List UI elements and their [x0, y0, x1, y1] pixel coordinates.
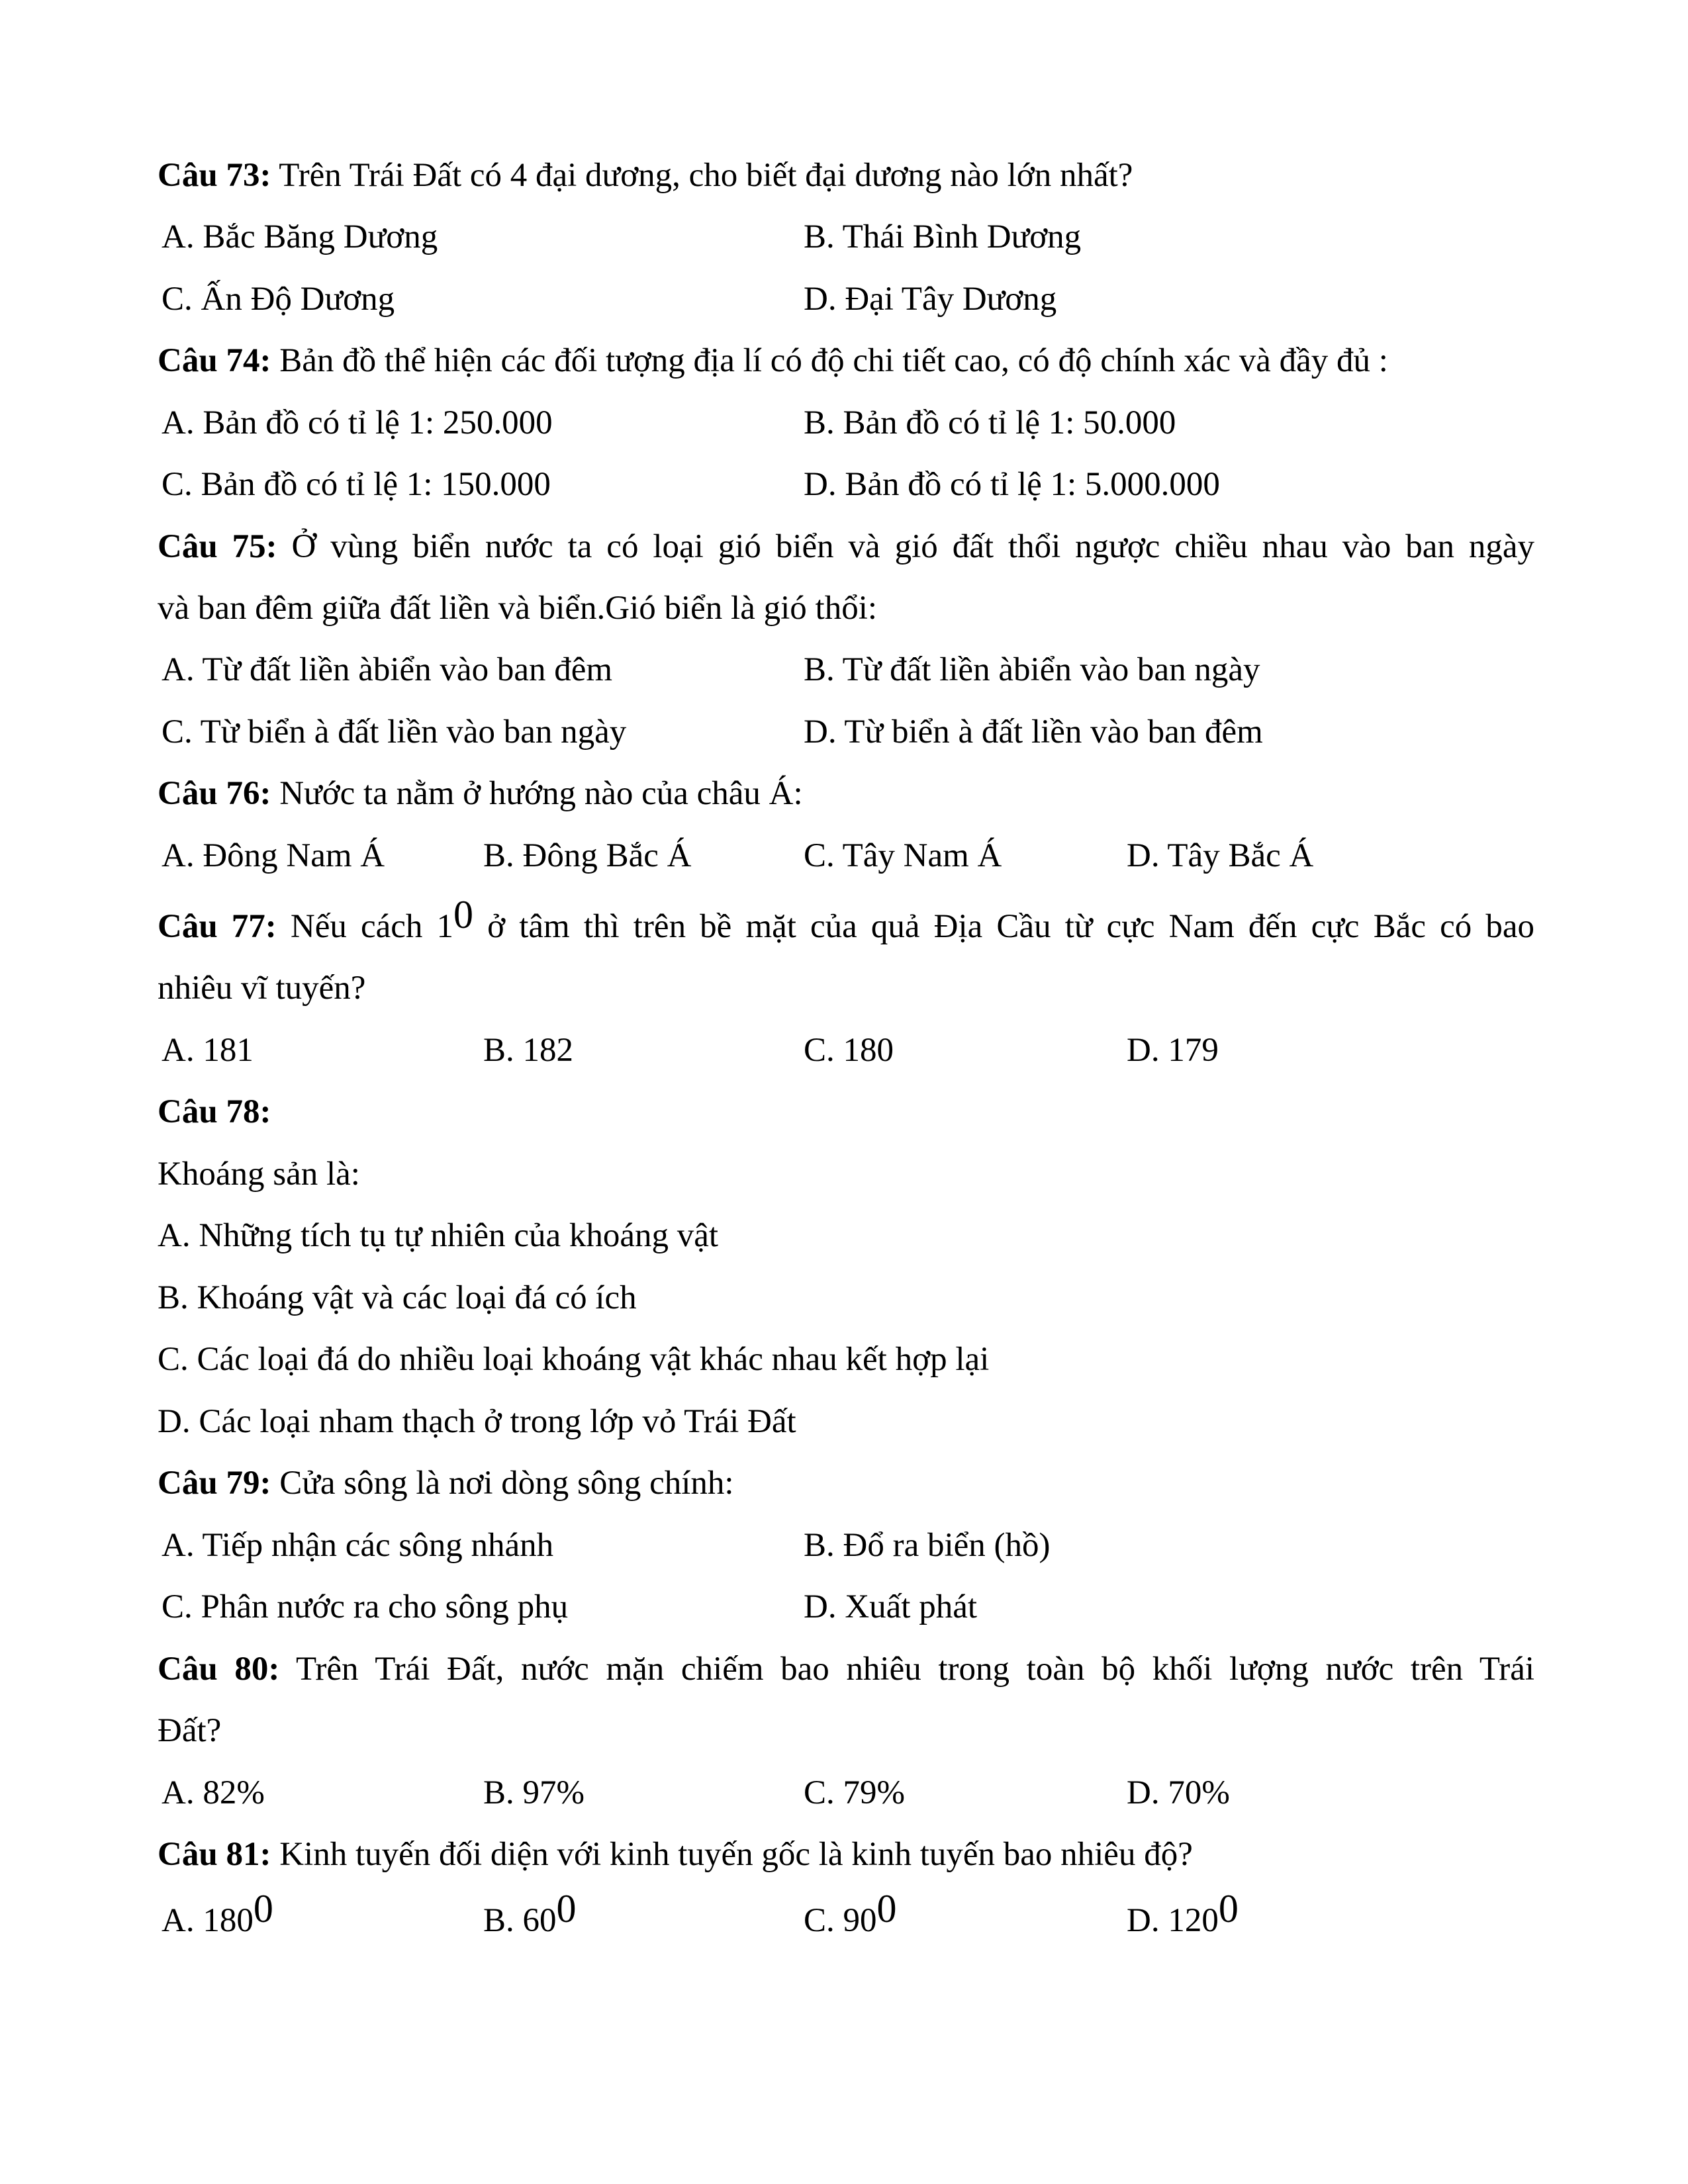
question-text: Kinh tuyến đối diện với kinh tuyến gốc là kinh tuyến bao nhiêu độ?: [271, 1836, 1193, 1873]
question-text: Trên Trái Đất, nước mặn chiếm bao nhiêu trong toàn bộ khối lượng nước trên Trái: [279, 1651, 1534, 1688]
option-b: B. Bản đồ có tỉ lệ 1: 50.000: [804, 404, 1176, 441]
option-b: B. Từ đất liền àbiển vào ban ngày: [804, 651, 1260, 688]
option-b: [158, 1278, 1534, 1318]
question-label: Câu 74:: [158, 342, 271, 379]
question-label: Câu 75:: [158, 528, 277, 565]
question-78: [158, 1092, 1534, 1132]
option-text: A. Những tích tụ tự nhiên của khoáng vật: [158, 1217, 719, 1254]
option-c: [158, 1340, 1534, 1379]
option-a: [158, 1216, 1534, 1255]
option-c: C. Phân nước ra cho sông phụ: [162, 1588, 569, 1625]
option-c: C. 79%: [804, 1774, 905, 1811]
option-d: D. 179: [1127, 1032, 1219, 1069]
question-label: Câu 81:: [158, 1836, 271, 1873]
option-c: C. Bản đồ có tỉ lệ 1: 150.000: [162, 466, 551, 503]
question-75-continued: [158, 588, 1534, 628]
option-text: C. Các loại đá do nhiều loại khoáng vật khác nhau kết hợp lại: [158, 1341, 990, 1378]
degree-superscript: 0: [453, 893, 474, 936]
option-a: A. 181: [162, 1032, 254, 1069]
question-text: Nếu cách 1: [276, 908, 454, 945]
option-text: B. 60: [483, 1902, 557, 1939]
question-75: [158, 527, 1534, 567]
question-text: ở tâm thì trên bề mặt của quả Địa Cầu từ cực Nam đến cực Bắc có bao: [473, 908, 1534, 945]
question-text: Khoáng sản là:: [158, 1156, 360, 1193]
question-text: Đất?: [158, 1712, 222, 1749]
option-c: C. 180: [804, 1032, 894, 1069]
option-c: C. Ấn Độ Dương: [162, 281, 395, 318]
question-73: [158, 156, 1534, 195]
option-a: A. Từ đất liền àbiển vào ban đêm: [162, 651, 613, 688]
question-74: [158, 341, 1534, 381]
option-d: D. Đại Tây Dương: [804, 281, 1057, 318]
question-label: Câu 77:: [158, 908, 277, 945]
question-text: Bản đồ thể hiện các đối tượng địa lí có độ chi tiết cao, có độ chính xác và đầy đủ :: [271, 342, 1388, 379]
question-80-continued: [158, 1711, 1534, 1751]
question-text: và ban đêm giữa đất liền và biển.Gió biển là gió thổi:: [158, 590, 878, 627]
option-b: B. Đông Bắc Á: [483, 837, 692, 874]
option-c: C. Từ biển à đất liền vào ban ngày: [162, 713, 627, 751]
degree-superscript: 0: [556, 1887, 577, 1931]
question-text: Cửa sông là nơi dòng sông chính:: [271, 1465, 734, 1502]
option-text: B. Khoáng vật và các loại đá có ích: [158, 1279, 637, 1316]
option-d: D. Bản đồ có tỉ lệ 1: 5.000.000: [804, 466, 1220, 503]
degree-superscript: 0: [1218, 1887, 1239, 1931]
option-d: D. Xuất phát: [804, 1588, 978, 1625]
option-b: B. Đổ ra biển (hồ): [804, 1527, 1051, 1564]
question-80: [158, 1649, 1534, 1689]
option-text: C. 90: [804, 1902, 877, 1939]
option-d: D. Tây Bắc Á: [1127, 837, 1314, 874]
option-c: [804, 1887, 897, 1940]
option-d: [1127, 1887, 1239, 1940]
question-text: Trên Trái Đất có 4 đại dương, cho biết đại dương nào lớn nhất?: [271, 157, 1133, 194]
option-d: D. Từ biển à đất liền vào ban đêm: [804, 713, 1263, 751]
question-text: Ở vùng biển nước ta có loại gió biển và gió đất thổi ngược chiều nhau vào ban ngày: [277, 528, 1534, 565]
option-a: A. 82%: [162, 1774, 265, 1811]
option-text: D. Các loại nham thạch ở trong lớp vỏ Trái Đất: [158, 1403, 796, 1440]
option-a: [162, 1887, 273, 1940]
option-c: C. Tây Nam Á: [804, 837, 1002, 874]
question-81: [158, 1835, 1534, 1874]
option-a: A. Đông Nam Á: [162, 837, 385, 874]
question-label: Câu 80:: [158, 1651, 280, 1688]
question-78-stem: [158, 1154, 1534, 1194]
option-a: A. Bắc Băng Dương: [162, 218, 438, 255]
option-text: A. 180: [162, 1902, 254, 1939]
option-b: [483, 1887, 577, 1940]
option-b: B. Thái Bình Dương: [804, 218, 1082, 255]
question-label: Câu 78:: [158, 1093, 271, 1130]
question-77-continued: [158, 968, 1534, 1008]
question-text: nhiêu vĩ tuyến?: [158, 970, 366, 1007]
question-label: Câu 79:: [158, 1465, 271, 1502]
degree-superscript: 0: [253, 1887, 273, 1931]
option-b: B. 182: [483, 1032, 574, 1069]
option-b: B. 97%: [483, 1774, 585, 1811]
question-77: [158, 893, 1534, 946]
question-text: Nước ta nằm ở hướng nào của châu Á:: [271, 775, 803, 812]
question-label: Câu 73:: [158, 157, 271, 194]
option-d: [158, 1402, 1534, 1441]
option-text: D. 120: [1127, 1902, 1219, 1939]
question-79: [158, 1463, 1534, 1503]
option-a: A. Bản đồ có tỉ lệ 1: 250.000: [162, 404, 553, 441]
option-d: D. 70%: [1127, 1774, 1230, 1811]
option-a: A. Tiếp nhận các sông nhánh: [162, 1527, 554, 1564]
question-76: [158, 774, 1534, 813]
degree-superscript: 0: [876, 1887, 897, 1931]
question-label: Câu 76:: [158, 775, 271, 812]
